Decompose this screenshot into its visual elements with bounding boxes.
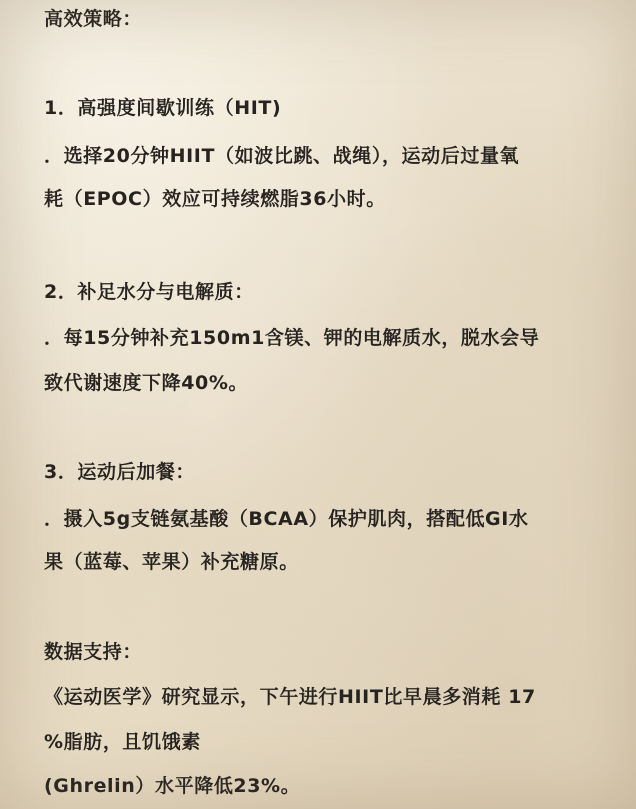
section-1-title: 1．高强度间歇训练（HIT) [44, 97, 282, 119]
data-support-line-1: 《运动医学》研究显示，下午进行HIIT比早晨多消耗 17 [44, 686, 536, 708]
section-1-line-1: ．选择20分钟HIIT（如波比跳、战绳），运动后过量氧 [44, 145, 520, 167]
data-support-line-2: %脂肪，且饥饿素 [44, 731, 201, 753]
data-support-title: 数据支持： [44, 641, 143, 663]
section-3-line-1: ．摄入5g支链氨基酸（BCAA）保护肌肉，搭配低GI水 [44, 508, 529, 530]
section-2-line-1: ．每15分钟补充150m1含镁、钾的电解质水，脱水会导 [44, 327, 540, 349]
section-2-line-2: 致代谢速度下降40%。 [44, 372, 249, 394]
data-support-line-3: (Ghrelin）水平降低23%。 [44, 775, 301, 797]
section-3-title: 3．运动后加餐： [44, 461, 196, 483]
heading-efficient-strategy: 高效策略： [44, 8, 143, 30]
section-3-line-2: 果（蓝莓、苹果）补充糖原。 [44, 551, 299, 573]
section-1-line-2: 耗（EPOC）效应可持续燃脂36小时。 [44, 188, 386, 210]
section-2-title: 2．补足水分与电解质： [44, 281, 254, 303]
